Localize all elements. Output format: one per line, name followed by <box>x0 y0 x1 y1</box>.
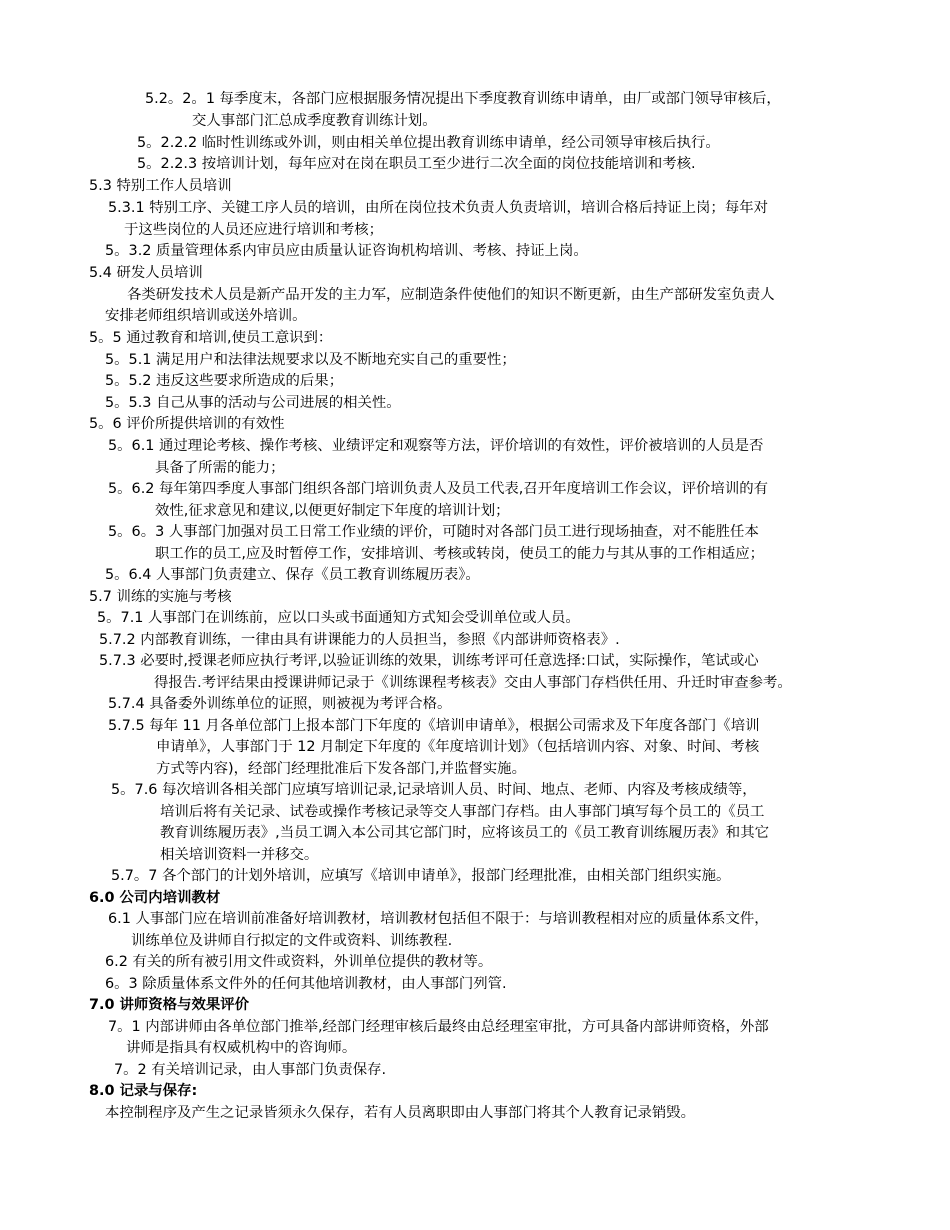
text-line: 安排老师组织培训或送外培训。 <box>105 308 307 324</box>
text-line: 6.1 人事部门应在培训前准备好培训教材，培训教材包括但不限于：与培训教程相对应的质量体系文件， <box>108 911 769 927</box>
text-line: 职工作的员工,应及时暂停工作，安排培训、考核或转岗，使员工的能力与其从事的工作相适应； <box>155 546 764 562</box>
text-line: 5.7.3 必要时,授课老师应执行考评,以验证训练的效果，训练考评可任意选择:口试，实际操作，笔试或心 <box>99 653 759 669</box>
text-line: 5。7.1 人事部门在训练前，应以口头或书面通知方式知会受训单位或人员。 <box>97 610 580 626</box>
text-line: 相关培训资料一并移交。 <box>160 847 319 863</box>
text-line: 6。3 除质量体系文件外的任何其他培训教材，由人事部门列管. <box>105 976 507 992</box>
section-heading: 5。5 通过教育和培训,使员工意识到： <box>89 330 333 346</box>
text-line: 方式等内容)，经部门经理批准后下发各部门,并监督实施。 <box>156 761 526 777</box>
text-line: 于这些岗位的人员还应进行培训和考核； <box>124 222 384 238</box>
text-line: 讲师是指具有权威机构中的咨询师。 <box>126 1040 357 1056</box>
text-line: 5。3.2 质量管理体系内审员应由质量认证咨询机构培训、考核、持证上岗。 <box>105 243 588 259</box>
section-heading: 8.0 记录与保存: <box>89 1083 198 1099</box>
text-line: 培训后将有关记录、试卷或操作考核记录等交人事部门存档。由人事部门填写每个员工的《员工 <box>160 804 765 820</box>
text-line: 本控制程序及产生之记录皆须永久保存，若有人员离职即由人事部门将其个人教育记录销毁。 <box>105 1105 696 1121</box>
text-line: 5。5.3 自己从事的活动与公司进展的相关性。 <box>105 395 401 411</box>
text-line: 得报告.考评结果由授课讲师记录于《训练课程考核表》交由人事部门存档供任用、升迁时审查参考。 <box>154 675 792 691</box>
text-line: 7。1 内部讲师由各单位部门推举,经部门经理审核后最终由总经理室审批，方可具备内部讲师资格，外部 <box>108 1019 769 1035</box>
text-line: 5。6.4 人事部门负责建立、保存《员工教育训练履历表》。 <box>105 567 480 583</box>
text-line: 5。2.2.3 按培训计划，每年应对在岗在职员工至少进行二次全面的岗位技能培训和考核. <box>137 156 696 172</box>
text-line: 5.7。7 各个部门的计划外培训，应填写《培训申请单》，报部门经理批准，由相关部门组织实施。 <box>111 868 731 884</box>
text-line: 各类研发技术人员是新产品开发的主力军，应制造条件使他们的知识不断更新，由生产部研发室负责人 <box>127 287 775 303</box>
text-line: 7。2 有关培训记录，由人事部门负责保存. <box>114 1062 387 1078</box>
text-line: 5。7.6 每次培训各相关部门应填写培训记录,记录培训人员、时间、地点、老师、内容及考核成绩等， <box>111 782 757 798</box>
text-line: 交人事部门汇总成季度教育训练计划。 <box>192 113 437 129</box>
text-line: 训练单位及讲师自行拟定的文件或资料、训练教程. <box>131 933 453 949</box>
text-line: 5。6.2 每年第四季度人事部门组织各部门培训负责人及员工代表,召开年度培训工作会议，评价培训的有 <box>108 481 768 497</box>
text-line: 5。2.2.2 临时性训练或外训，则由相关单位提出教育训练申请单，经公司领导审核后执行。 <box>137 135 720 151</box>
section-heading: 5.3 特别工作人员培训 <box>89 178 232 194</box>
text-line: 5.2。2。1 每季度末，各部门应根据服务情况提出下季度教育训练申请单，由厂或部门领导审核后， <box>145 91 781 107</box>
text-line: 申请单》，人事部门于 12 月制定下年度的《年度培训计划》（包括培训内容、对象、时间、考核 <box>156 739 760 755</box>
text-line: 效性,征求意见和建议,以便更好制定下年度的培训计划； <box>155 503 510 519</box>
text-line: 5.7.2 内部教育训练，一律由具有讲课能力的人员担当，参照《内部讲师资格表》. <box>99 632 620 648</box>
section-heading: 5.4 研发人员培训 <box>89 265 203 281</box>
text-line: 6.2 有关的所有被引用文件或资料，外训单位提供的教材等。 <box>105 954 493 970</box>
section-heading: 5.7 训练的实施与考核 <box>89 589 232 605</box>
text-line: 5。5.2 违反这些要求所造成的后果； <box>105 373 344 389</box>
text-line: 5.3.1 特别工序、关键工序人员的培训，由所在岗位技术负责人负责培训，培训合格后持证上岗；每年对 <box>108 200 768 216</box>
text-line: 5.7.5 每年 11 月各单位部门上报本部门下年度的《培训申请单》，根据公司需求及下年度各部门《培训 <box>108 718 760 734</box>
text-line: 5。5.1 满足用户和法律法规要求以及不断地充实自己的重要性； <box>105 352 516 368</box>
section-heading: 5。6 评价所提供培训的有效性 <box>89 416 285 432</box>
section-heading: 6.0 公司内培训教材 <box>89 890 221 906</box>
text-line: 5。6。3 人事部门加强对员工日常工作业绩的评价，可随时对各部门员工进行现场抽查，对不能胜任本 <box>108 524 759 540</box>
text-line: 教育训练履历表》,当员工调入本公司其它部门时，应将该员工的《员工教育训练履历表》和其它 <box>160 825 769 841</box>
section-heading: 7.0 讲师资格与效果评价 <box>89 997 250 1013</box>
text-line: 5。6.1 通过理论考核、操作考核、业绩评定和观察等方法，评价培训的有效性，评价被培训的人员是否 <box>108 438 764 454</box>
text-line: 具备了所需的能力； <box>155 460 285 476</box>
text-line: 5.7.4 具备委外训练单位的证照，则被视为考评合格。 <box>108 696 452 712</box>
